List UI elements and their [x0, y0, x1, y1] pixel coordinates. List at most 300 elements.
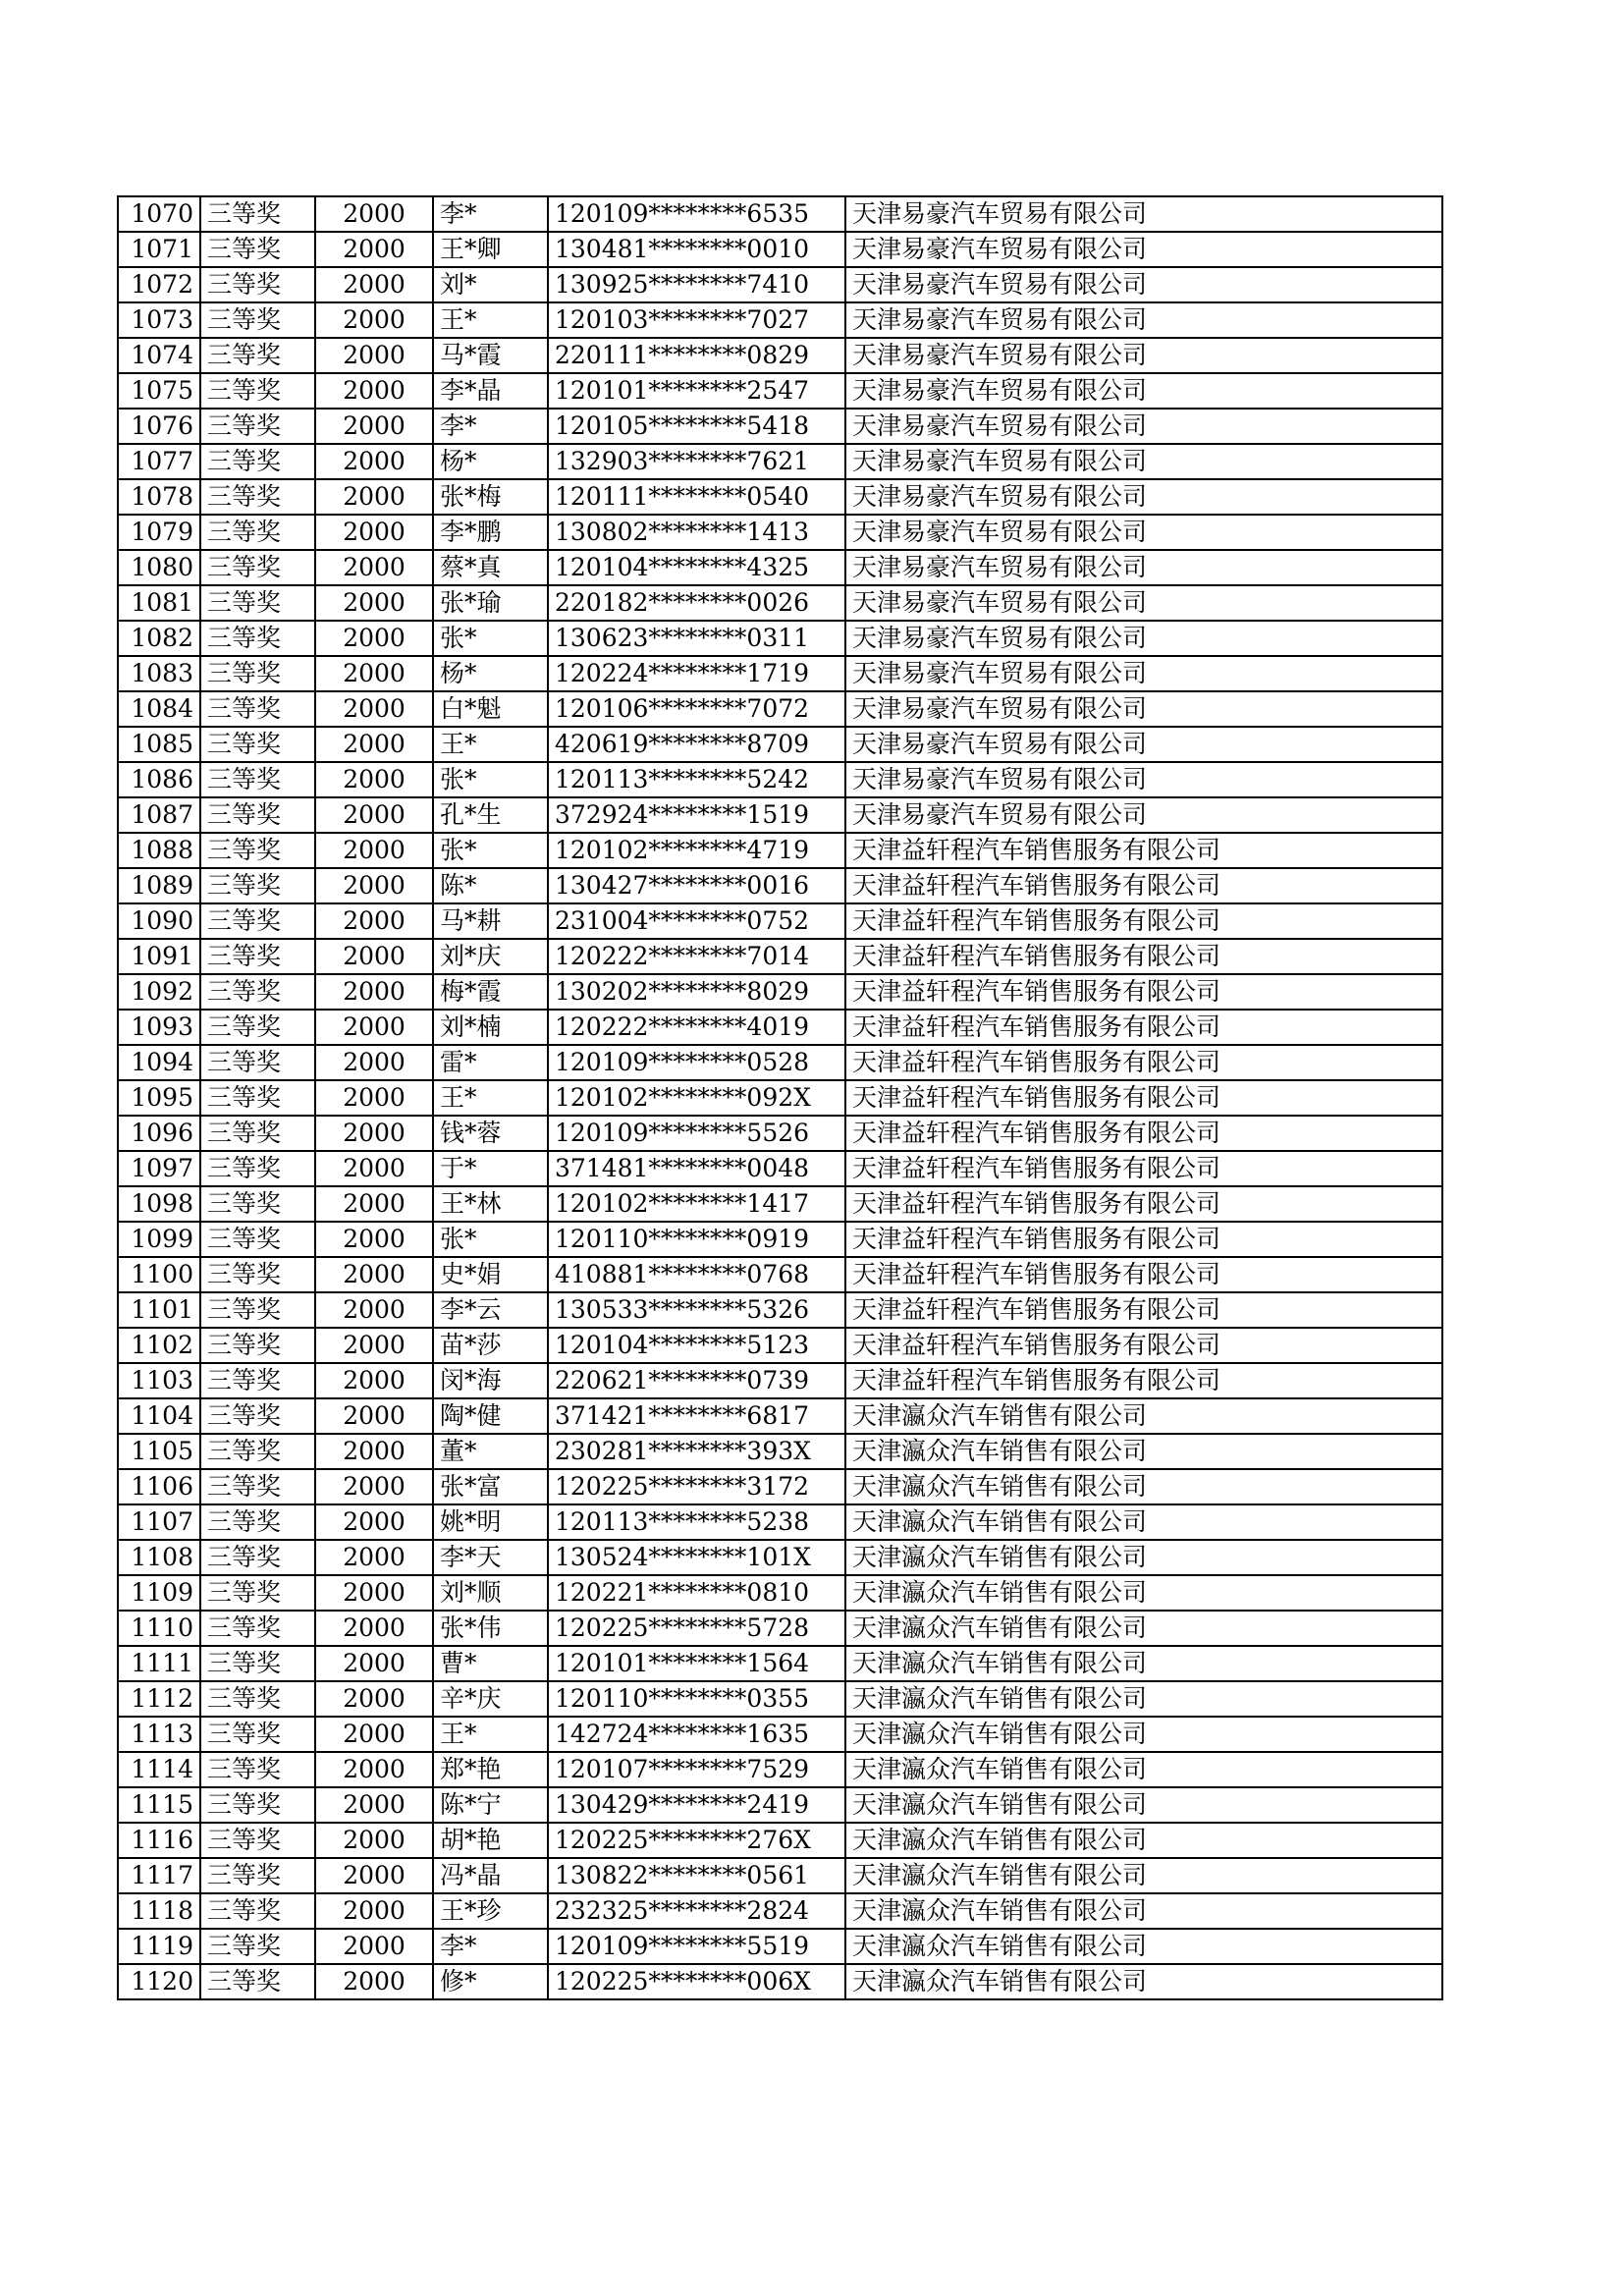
company-name-cell: 天津易豪汽车贸易有限公司 — [845, 656, 1442, 691]
table-row — [118, 1222, 1442, 1257]
id-number-cell: 120103********7027 — [548, 302, 845, 338]
company-name-cell: 天津易豪汽车贸易有限公司 — [845, 267, 1442, 302]
table-row — [118, 1787, 1442, 1823]
winner-name-cell: 李*鹏 — [433, 515, 548, 550]
table-row — [118, 1504, 1442, 1540]
company-name-cell: 天津易豪汽车贸易有限公司 — [845, 691, 1442, 727]
winner-name-cell: 雷* — [433, 1045, 548, 1080]
company-name-cell: 天津易豪汽车贸易有限公司 — [845, 727, 1442, 762]
id-number-cell: 142724********1635 — [548, 1717, 845, 1752]
id-number-cell: 130533********5326 — [548, 1292, 845, 1328]
table-row — [118, 373, 1442, 409]
id-number-cell: 132903********7621 — [548, 444, 845, 479]
id-number-cell: 410881********0768 — [548, 1257, 845, 1292]
prize-amount-cell: 2000 — [315, 409, 433, 444]
company-name-cell: 天津益轩程汽车销售服务有限公司 — [845, 903, 1442, 939]
row-number-cell: 1080 — [118, 550, 200, 585]
table-row — [118, 1292, 1442, 1328]
table-row — [118, 868, 1442, 903]
table-row — [118, 1080, 1442, 1116]
winner-name-cell: 王* — [433, 1080, 548, 1116]
row-number-cell: 1109 — [118, 1575, 200, 1611]
company-name-cell: 天津易豪汽车贸易有限公司 — [845, 550, 1442, 585]
winner-name-cell: 张* — [433, 1222, 548, 1257]
company-name-cell: 天津瀛众汽车销售有限公司 — [845, 1611, 1442, 1646]
row-number-cell: 1081 — [118, 585, 200, 621]
company-name-cell: 天津瀛众汽车销售有限公司 — [845, 1858, 1442, 1893]
prize-level-cell: 三等奖 — [200, 409, 315, 444]
prize-level-cell: 三等奖 — [200, 797, 315, 833]
id-number-cell: 220621********0739 — [548, 1363, 845, 1398]
prize-level-cell: 三等奖 — [200, 373, 315, 409]
prize-amount-cell: 2000 — [315, 302, 433, 338]
row-number-cell: 1089 — [118, 868, 200, 903]
company-name-cell: 天津益轩程汽车销售服务有限公司 — [845, 1363, 1442, 1398]
prize-level-cell: 三等奖 — [200, 1080, 315, 1116]
winner-name-cell: 李*云 — [433, 1292, 548, 1328]
table-row — [118, 267, 1442, 302]
prize-level-cell: 三等奖 — [200, 833, 315, 868]
winner-name-cell: 王* — [433, 1717, 548, 1752]
row-number-cell: 1115 — [118, 1787, 200, 1823]
company-name-cell: 天津易豪汽车贸易有限公司 — [845, 621, 1442, 656]
prize-amount-cell: 2000 — [315, 1257, 433, 1292]
table-row — [118, 1398, 1442, 1434]
table-row — [118, 1328, 1442, 1363]
row-number-cell: 1076 — [118, 409, 200, 444]
company-name-cell: 天津益轩程汽车销售服务有限公司 — [845, 1010, 1442, 1045]
id-number-cell: 120225********006X — [548, 1964, 845, 1999]
company-name-cell: 天津易豪汽车贸易有限公司 — [845, 479, 1442, 515]
id-number-cell: 120224********1719 — [548, 656, 845, 691]
winner-name-cell: 李* — [433, 1929, 548, 1964]
table-row — [118, 1434, 1442, 1469]
table-row — [118, 196, 1442, 232]
table-row — [118, 1010, 1442, 1045]
company-name-cell: 天津易豪汽车贸易有限公司 — [845, 338, 1442, 373]
id-number-cell: 120111********0540 — [548, 479, 845, 515]
winner-name-cell: 王*珍 — [433, 1893, 548, 1929]
id-number-cell: 120109********0528 — [548, 1045, 845, 1080]
row-number-cell: 1110 — [118, 1611, 200, 1646]
prize-amount-cell: 2000 — [315, 1434, 433, 1469]
row-number-cell: 1086 — [118, 762, 200, 797]
prize-amount-cell: 2000 — [315, 1823, 433, 1858]
table-row — [118, 515, 1442, 550]
company-name-cell: 天津瀛众汽车销售有限公司 — [845, 1646, 1442, 1681]
prize-amount-cell: 2000 — [315, 1080, 433, 1116]
prize-amount-cell: 2000 — [315, 1681, 433, 1717]
company-name-cell: 天津益轩程汽车销售服务有限公司 — [845, 1222, 1442, 1257]
table-row — [118, 550, 1442, 585]
id-number-cell: 120109********5526 — [548, 1116, 845, 1151]
winner-name-cell: 姚*明 — [433, 1504, 548, 1540]
company-name-cell: 天津瀛众汽车销售有限公司 — [845, 1752, 1442, 1787]
company-name-cell: 天津瀛众汽车销售有限公司 — [845, 1681, 1442, 1717]
prize-level-cell: 三等奖 — [200, 302, 315, 338]
table-row — [118, 1823, 1442, 1858]
prize-level-cell: 三等奖 — [200, 1646, 315, 1681]
table-row — [118, 1646, 1442, 1681]
id-number-cell: 120104********5123 — [548, 1328, 845, 1363]
table-row — [118, 1116, 1442, 1151]
table-row — [118, 1257, 1442, 1292]
prize-level-cell: 三等奖 — [200, 656, 315, 691]
prize-level-cell: 三等奖 — [200, 1186, 315, 1222]
id-number-cell: 120102********092X — [548, 1080, 845, 1116]
id-number-cell: 120113********5238 — [548, 1504, 845, 1540]
row-number-cell: 1093 — [118, 1010, 200, 1045]
prize-amount-cell: 2000 — [315, 797, 433, 833]
company-name-cell: 天津易豪汽车贸易有限公司 — [845, 762, 1442, 797]
prize-amount-cell: 2000 — [315, 196, 433, 232]
winner-name-cell: 陈* — [433, 868, 548, 903]
prize-amount-cell: 2000 — [315, 656, 433, 691]
company-name-cell: 天津易豪汽车贸易有限公司 — [845, 409, 1442, 444]
prize-level-cell: 三等奖 — [200, 338, 315, 373]
id-number-cell: 220111********0829 — [548, 338, 845, 373]
table-row — [118, 903, 1442, 939]
winner-name-cell: 陶*健 — [433, 1398, 548, 1434]
table-row — [118, 1045, 1442, 1080]
row-number-cell: 1094 — [118, 1045, 200, 1080]
prize-level-cell: 三等奖 — [200, 1752, 315, 1787]
company-name-cell: 天津益轩程汽车销售服务有限公司 — [845, 939, 1442, 974]
table-row — [118, 1469, 1442, 1504]
prize-level-cell: 三等奖 — [200, 939, 315, 974]
prize-level-cell: 三等奖 — [200, 1540, 315, 1575]
prize-amount-cell: 2000 — [315, 1575, 433, 1611]
prize-amount-cell: 2000 — [315, 1964, 433, 1999]
winner-name-cell: 辛*庆 — [433, 1681, 548, 1717]
prize-amount-cell: 2000 — [315, 1186, 433, 1222]
table-row — [118, 409, 1442, 444]
row-number-cell: 1072 — [118, 267, 200, 302]
row-number-cell: 1107 — [118, 1504, 200, 1540]
id-number-cell: 120222********4019 — [548, 1010, 845, 1045]
row-number-cell: 1074 — [118, 338, 200, 373]
prize-amount-cell: 2000 — [315, 373, 433, 409]
company-name-cell: 天津益轩程汽车销售服务有限公司 — [845, 974, 1442, 1010]
winner-name-cell: 张* — [433, 762, 548, 797]
row-number-cell: 1116 — [118, 1823, 200, 1858]
row-number-cell: 1071 — [118, 232, 200, 267]
table-row — [118, 1151, 1442, 1186]
company-name-cell: 天津易豪汽车贸易有限公司 — [845, 373, 1442, 409]
company-name-cell: 天津瀛众汽车销售有限公司 — [845, 1469, 1442, 1504]
id-number-cell: 120225********3172 — [548, 1469, 845, 1504]
id-number-cell: 120102********1417 — [548, 1186, 845, 1222]
prize-level-cell: 三等奖 — [200, 903, 315, 939]
table-row — [118, 232, 1442, 267]
winner-name-cell: 杨* — [433, 444, 548, 479]
prize-amount-cell: 2000 — [315, 585, 433, 621]
id-number-cell: 130429********2419 — [548, 1787, 845, 1823]
id-number-cell: 230281********393X — [548, 1434, 845, 1469]
table-row — [118, 1964, 1442, 1999]
id-number-cell: 232325********2824 — [548, 1893, 845, 1929]
prize-amount-cell: 2000 — [315, 691, 433, 727]
winner-name-cell: 董* — [433, 1434, 548, 1469]
table-row — [118, 479, 1442, 515]
winners-table-body — [118, 196, 1442, 1999]
winner-name-cell: 史*娟 — [433, 1257, 548, 1292]
prize-level-cell: 三等奖 — [200, 1151, 315, 1186]
company-name-cell: 天津易豪汽车贸易有限公司 — [845, 302, 1442, 338]
row-number-cell: 1098 — [118, 1186, 200, 1222]
id-number-cell: 130202********8029 — [548, 974, 845, 1010]
prize-level-cell: 三等奖 — [200, 1398, 315, 1434]
prize-amount-cell: 2000 — [315, 1858, 433, 1893]
company-name-cell: 天津瀛众汽车销售有限公司 — [845, 1398, 1442, 1434]
prize-amount-cell: 2000 — [315, 727, 433, 762]
company-name-cell: 天津益轩程汽车销售服务有限公司 — [845, 1045, 1442, 1080]
id-number-cell: 371421********6817 — [548, 1398, 845, 1434]
row-number-cell: 1118 — [118, 1893, 200, 1929]
prize-amount-cell: 2000 — [315, 232, 433, 267]
winner-name-cell: 张*梅 — [433, 479, 548, 515]
id-number-cell: 220182********0026 — [548, 585, 845, 621]
winner-name-cell: 王* — [433, 302, 548, 338]
table-row — [118, 691, 1442, 727]
prize-level-cell: 三等奖 — [200, 1611, 315, 1646]
winner-name-cell: 王* — [433, 727, 548, 762]
prize-amount-cell: 2000 — [315, 974, 433, 1010]
id-number-cell: 130925********7410 — [548, 267, 845, 302]
company-name-cell: 天津益轩程汽车销售服务有限公司 — [845, 1080, 1442, 1116]
id-number-cell: 120225********276X — [548, 1823, 845, 1858]
id-number-cell: 120113********5242 — [548, 762, 845, 797]
table-row — [118, 1186, 1442, 1222]
winner-name-cell: 李* — [433, 196, 548, 232]
company-name-cell: 天津瀛众汽车销售有限公司 — [845, 1540, 1442, 1575]
winner-name-cell: 刘*庆 — [433, 939, 548, 974]
prize-level-cell: 三等奖 — [200, 762, 315, 797]
table-row — [118, 444, 1442, 479]
prize-amount-cell: 2000 — [315, 1893, 433, 1929]
prize-level-cell: 三等奖 — [200, 1328, 315, 1363]
table-row — [118, 1540, 1442, 1575]
row-number-cell: 1085 — [118, 727, 200, 762]
company-name-cell: 天津瀛众汽车销售有限公司 — [845, 1787, 1442, 1823]
prize-level-cell: 三等奖 — [200, 1116, 315, 1151]
row-number-cell: 1108 — [118, 1540, 200, 1575]
id-number-cell: 130427********0016 — [548, 868, 845, 903]
prize-level-cell: 三等奖 — [200, 196, 315, 232]
id-number-cell: 120104********4325 — [548, 550, 845, 585]
row-number-cell: 1105 — [118, 1434, 200, 1469]
id-number-cell: 120110********0355 — [548, 1681, 845, 1717]
prize-amount-cell: 2000 — [315, 479, 433, 515]
company-name-cell: 天津益轩程汽车销售服务有限公司 — [845, 1116, 1442, 1151]
row-number-cell: 1097 — [118, 1151, 200, 1186]
row-number-cell: 1103 — [118, 1363, 200, 1398]
winner-name-cell: 李*天 — [433, 1540, 548, 1575]
table-row — [118, 1858, 1442, 1893]
winner-name-cell: 张* — [433, 621, 548, 656]
id-number-cell: 120107********7529 — [548, 1752, 845, 1787]
prize-amount-cell: 2000 — [315, 1611, 433, 1646]
prize-level-cell: 三等奖 — [200, 1504, 315, 1540]
winner-name-cell: 梅*霞 — [433, 974, 548, 1010]
company-name-cell: 天津易豪汽车贸易有限公司 — [845, 444, 1442, 479]
prize-amount-cell: 2000 — [315, 833, 433, 868]
prize-level-cell: 三等奖 — [200, 232, 315, 267]
company-name-cell: 天津益轩程汽车销售服务有限公司 — [845, 868, 1442, 903]
table-row — [118, 1929, 1442, 1964]
id-number-cell: 420619********8709 — [548, 727, 845, 762]
prize-level-cell: 三等奖 — [200, 1257, 315, 1292]
prize-amount-cell: 2000 — [315, 1540, 433, 1575]
winner-name-cell: 张*伟 — [433, 1611, 548, 1646]
prize-amount-cell: 2000 — [315, 1646, 433, 1681]
row-number-cell: 1083 — [118, 656, 200, 691]
prize-level-cell: 三等奖 — [200, 621, 315, 656]
table-row — [118, 1752, 1442, 1787]
prize-level-cell: 三等奖 — [200, 727, 315, 762]
prize-level-cell: 三等奖 — [200, 1363, 315, 1398]
winner-name-cell: 刘* — [433, 267, 548, 302]
table-row — [118, 1893, 1442, 1929]
prize-amount-cell: 2000 — [315, 1398, 433, 1434]
id-number-cell: 120101********2547 — [548, 373, 845, 409]
prize-level-cell: 三等奖 — [200, 974, 315, 1010]
row-number-cell: 1084 — [118, 691, 200, 727]
prize-amount-cell: 2000 — [315, 338, 433, 373]
company-name-cell: 天津易豪汽车贸易有限公司 — [845, 797, 1442, 833]
row-number-cell: 1106 — [118, 1469, 200, 1504]
id-number-cell: 120109********5519 — [548, 1929, 845, 1964]
prize-level-cell: 三等奖 — [200, 868, 315, 903]
row-number-cell: 1113 — [118, 1717, 200, 1752]
table-row — [118, 302, 1442, 338]
company-name-cell: 天津瀛众汽车销售有限公司 — [845, 1823, 1442, 1858]
winner-name-cell: 张*富 — [433, 1469, 548, 1504]
row-number-cell: 1092 — [118, 974, 200, 1010]
prize-level-cell: 三等奖 — [200, 1469, 315, 1504]
row-number-cell: 1119 — [118, 1929, 200, 1964]
prize-amount-cell: 2000 — [315, 1151, 433, 1186]
winner-name-cell: 修* — [433, 1964, 548, 1999]
row-number-cell: 1120 — [118, 1964, 200, 1999]
company-name-cell: 天津益轩程汽车销售服务有限公司 — [845, 1292, 1442, 1328]
company-name-cell: 天津瀛众汽车销售有限公司 — [845, 1929, 1442, 1964]
row-number-cell: 1091 — [118, 939, 200, 974]
id-number-cell: 231004********0752 — [548, 903, 845, 939]
company-name-cell: 天津益轩程汽车销售服务有限公司 — [845, 1328, 1442, 1363]
winner-name-cell: 孔*生 — [433, 797, 548, 833]
row-number-cell: 1114 — [118, 1752, 200, 1787]
prize-amount-cell: 2000 — [315, 762, 433, 797]
id-number-cell: 120101********1564 — [548, 1646, 845, 1681]
winner-name-cell: 闵*海 — [433, 1363, 548, 1398]
id-number-cell: 120221********0810 — [548, 1575, 845, 1611]
prize-amount-cell: 2000 — [315, 550, 433, 585]
prize-amount-cell: 2000 — [315, 1504, 433, 1540]
prize-amount-cell: 2000 — [315, 903, 433, 939]
row-number-cell: 1077 — [118, 444, 200, 479]
company-name-cell: 天津瀛众汽车销售有限公司 — [845, 1504, 1442, 1540]
prize-level-cell: 三等奖 — [200, 1045, 315, 1080]
prize-amount-cell: 2000 — [315, 1787, 433, 1823]
prize-amount-cell: 2000 — [315, 1222, 433, 1257]
winner-name-cell: 王*林 — [433, 1186, 548, 1222]
row-number-cell: 1095 — [118, 1080, 200, 1116]
prize-amount-cell: 2000 — [315, 1363, 433, 1398]
winner-name-cell: 马*耕 — [433, 903, 548, 939]
winner-name-cell: 陈*宁 — [433, 1787, 548, 1823]
id-number-cell: 120225********5728 — [548, 1611, 845, 1646]
winner-name-cell: 王*卿 — [433, 232, 548, 267]
row-number-cell: 1079 — [118, 515, 200, 550]
winner-name-cell: 蔡*真 — [433, 550, 548, 585]
id-number-cell: 130822********0561 — [548, 1858, 845, 1893]
winner-name-cell: 冯*晶 — [433, 1858, 548, 1893]
row-number-cell: 1070 — [118, 196, 200, 232]
prize-amount-cell: 2000 — [315, 1469, 433, 1504]
table-row — [118, 833, 1442, 868]
prize-level-cell: 三等奖 — [200, 1222, 315, 1257]
row-number-cell: 1102 — [118, 1328, 200, 1363]
prize-level-cell: 三等奖 — [200, 1434, 315, 1469]
winner-name-cell: 张* — [433, 833, 548, 868]
id-number-cell: 120105********5418 — [548, 409, 845, 444]
prize-level-cell: 三等奖 — [200, 444, 315, 479]
prize-level-cell: 三等奖 — [200, 515, 315, 550]
prize-level-cell: 三等奖 — [200, 267, 315, 302]
row-number-cell: 1100 — [118, 1257, 200, 1292]
prize-level-cell: 三等奖 — [200, 550, 315, 585]
id-number-cell: 120109********6535 — [548, 196, 845, 232]
prize-level-cell: 三等奖 — [200, 1893, 315, 1929]
winners-table — [117, 195, 1443, 2000]
prize-amount-cell: 2000 — [315, 1292, 433, 1328]
company-name-cell: 天津易豪汽车贸易有限公司 — [845, 196, 1442, 232]
id-number-cell: 372924********1519 — [548, 797, 845, 833]
table-row — [118, 585, 1442, 621]
row-number-cell: 1104 — [118, 1398, 200, 1434]
table-row — [118, 939, 1442, 974]
winner-name-cell: 张*瑜 — [433, 585, 548, 621]
row-number-cell: 1096 — [118, 1116, 200, 1151]
prize-level-cell: 三等奖 — [200, 585, 315, 621]
prize-level-cell: 三等奖 — [200, 1823, 315, 1858]
winner-name-cell: 胡*艳 — [433, 1823, 548, 1858]
company-name-cell: 天津易豪汽车贸易有限公司 — [845, 232, 1442, 267]
row-number-cell: 1101 — [118, 1292, 200, 1328]
table-row — [118, 1575, 1442, 1611]
winner-name-cell: 于* — [433, 1151, 548, 1186]
row-number-cell: 1117 — [118, 1858, 200, 1893]
prize-amount-cell: 2000 — [315, 515, 433, 550]
company-name-cell: 天津瀛众汽车销售有限公司 — [845, 1893, 1442, 1929]
row-number-cell: 1088 — [118, 833, 200, 868]
winner-name-cell: 李* — [433, 409, 548, 444]
company-name-cell: 天津易豪汽车贸易有限公司 — [845, 515, 1442, 550]
id-number-cell: 130481********0010 — [548, 232, 845, 267]
winner-name-cell: 刘*顺 — [433, 1575, 548, 1611]
prize-amount-cell: 2000 — [315, 939, 433, 974]
row-number-cell: 1075 — [118, 373, 200, 409]
prize-amount-cell: 2000 — [315, 1752, 433, 1787]
id-number-cell: 120102********4719 — [548, 833, 845, 868]
company-name-cell: 天津益轩程汽车销售服务有限公司 — [845, 833, 1442, 868]
table-row — [118, 1363, 1442, 1398]
prize-amount-cell: 2000 — [315, 267, 433, 302]
prize-level-cell: 三等奖 — [200, 1292, 315, 1328]
prize-amount-cell: 2000 — [315, 868, 433, 903]
row-number-cell: 1111 — [118, 1646, 200, 1681]
